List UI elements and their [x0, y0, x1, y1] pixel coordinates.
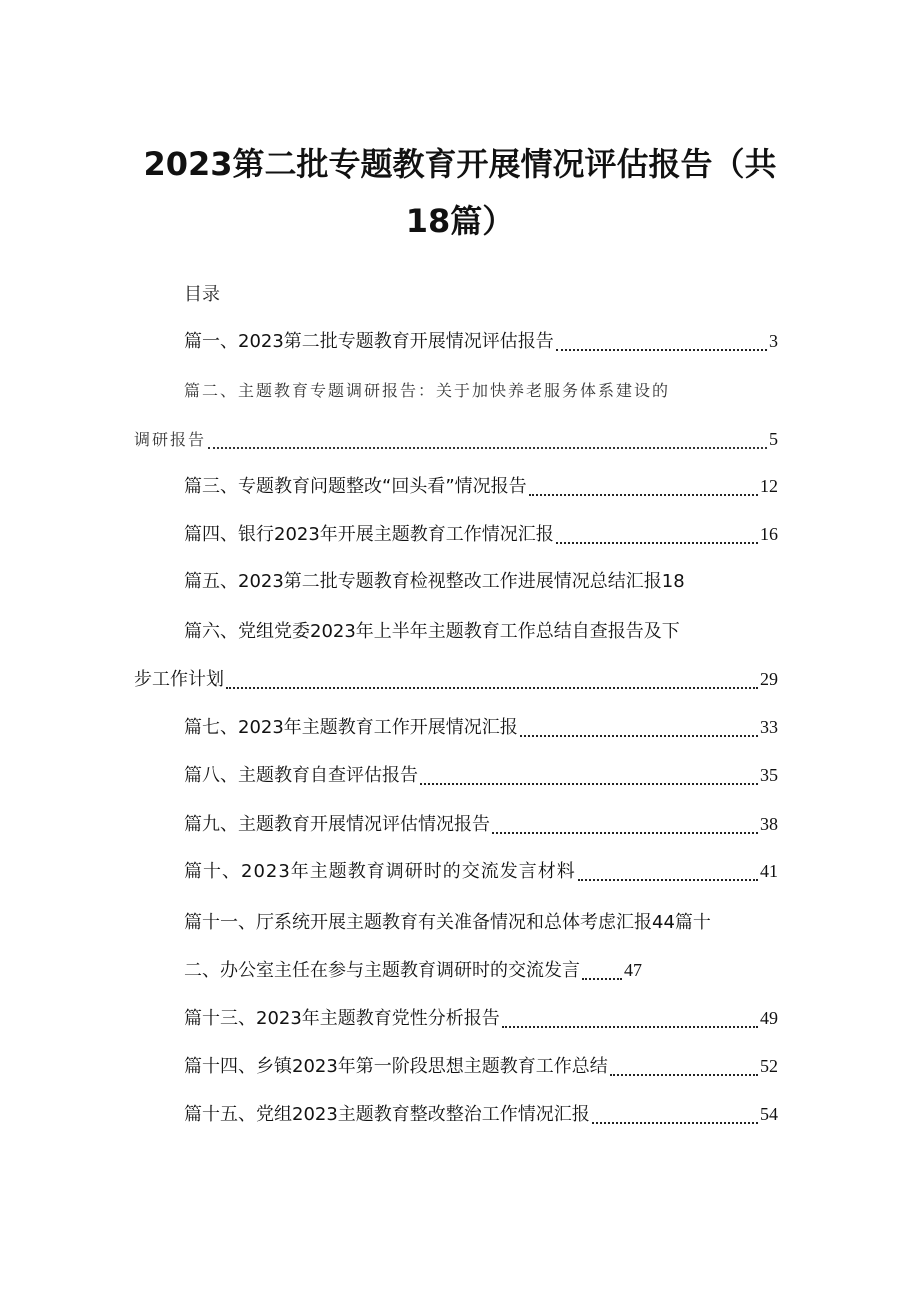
toc-entry-page: 49: [760, 1008, 778, 1028]
toc-entry-label: 篇八、主题教育自查评估报告: [184, 765, 418, 786]
toc-entry-label: 二、办公室主任在参与主题教育调研时的交流发言: [184, 960, 580, 981]
toc-entry-5[interactable]: 篇五、2023第二批专题教育检视整改工作进展情况总结汇报18: [184, 571, 685, 592]
toc-leader-dots: [582, 978, 622, 980]
toc-entry-label: 篇三、专题教育问题整改“回头看”情况报告: [184, 476, 527, 497]
toc-entry-page: 35: [760, 765, 778, 785]
toc-entry-page: 41: [760, 861, 778, 881]
toc-leader-dots: [578, 879, 758, 881]
toc-entry-page: 33: [760, 717, 778, 737]
toc-entry-11-line-1[interactable]: 篇十一、厅系统开展主题教育有关准备情况和总体考虑汇报44篇十: [184, 912, 711, 933]
toc-entry-page: 16: [760, 524, 778, 544]
toc-entry-label: 篇一、2023第二批专题教育开展情况评估报告: [184, 331, 554, 352]
toc-leader-dots: [529, 494, 758, 496]
toc-entry-7[interactable]: [184, 714, 778, 741]
toc-entry-15[interactable]: [184, 1101, 778, 1128]
toc-entry-page: 29: [760, 669, 778, 689]
toc-entry-label: 篇十三、2023年主题教育党性分析报告: [184, 1008, 500, 1029]
toc-entry-9[interactable]: [184, 811, 778, 838]
toc-entry-label: 篇九、主题教育开展情况评估情况报告: [184, 814, 490, 835]
toc-leader-dots: [492, 832, 758, 834]
toc-entry-label: 篇十四、乡镇2023年第一阶段思想主题教育工作总结: [184, 1056, 608, 1077]
toc-entry-label: 步工作计划: [134, 669, 224, 690]
toc-entry-page: 47: [624, 960, 642, 980]
toc-entry-6[interactable]: [134, 666, 778, 693]
toc-entry-page: 5: [769, 429, 778, 449]
toc-leader-dots: [208, 447, 767, 449]
toc-leader-dots: [556, 349, 767, 351]
toc-entry-3[interactable]: [184, 473, 778, 500]
toc-entry-2-line-1[interactable]: 篇二、主题教育专题调研报告：关于加快养老服务体系建设的: [184, 381, 671, 400]
toc-entry-10[interactable]: [184, 858, 778, 885]
toc-entry-label: 篇四、银行2023年开展主题教育工作情况汇报: [184, 524, 554, 545]
toc-entry-6-line-1[interactable]: 篇六、党组党委2023年上半年主题教育工作总结自查报告及下: [184, 621, 680, 642]
toc-entry-8[interactable]: [184, 762, 778, 789]
toc-leader-dots: [592, 1122, 758, 1124]
toc-entry-label: 篇十五、党组2023主题教育整改整治工作情况汇报: [184, 1104, 590, 1125]
toc-entry-page: 52: [760, 1056, 778, 1076]
toc-entry-label: 调研报告: [134, 430, 207, 449]
toc-leader-dots: [556, 542, 758, 544]
toc-leader-dots: [420, 783, 758, 785]
toc-entry-14[interactable]: [184, 1053, 778, 1080]
toc-entry-12[interactable]: [184, 957, 642, 984]
document-title-line-2: 18篇）: [405, 202, 515, 240]
toc-entry-page: 3: [769, 331, 778, 351]
toc-entry-label: 篇十、2023年主题教育调研时的交流发言材料: [184, 861, 576, 882]
toc-entry-page: 54: [760, 1104, 778, 1124]
toc-heading: 目录: [184, 284, 220, 305]
toc-leader-dots: [502, 1026, 758, 1028]
toc-entry-label: 篇七、2023年主题教育工作开展情况汇报: [184, 717, 518, 738]
toc-entry-page: 12: [760, 476, 778, 496]
toc-entry-13[interactable]: [184, 1005, 778, 1032]
toc-leader-dots: [226, 687, 758, 689]
toc-entry-1[interactable]: [184, 328, 778, 355]
toc-leader-dots: [520, 735, 758, 737]
toc-entry-4[interactable]: [184, 521, 778, 548]
toc-entry-2[interactable]: [134, 426, 778, 453]
document-title-line-1: 2023第二批专题教育开展情况评估报告（共: [143, 145, 777, 183]
toc-leader-dots: [610, 1074, 758, 1076]
toc-entry-page: 38: [760, 814, 778, 834]
